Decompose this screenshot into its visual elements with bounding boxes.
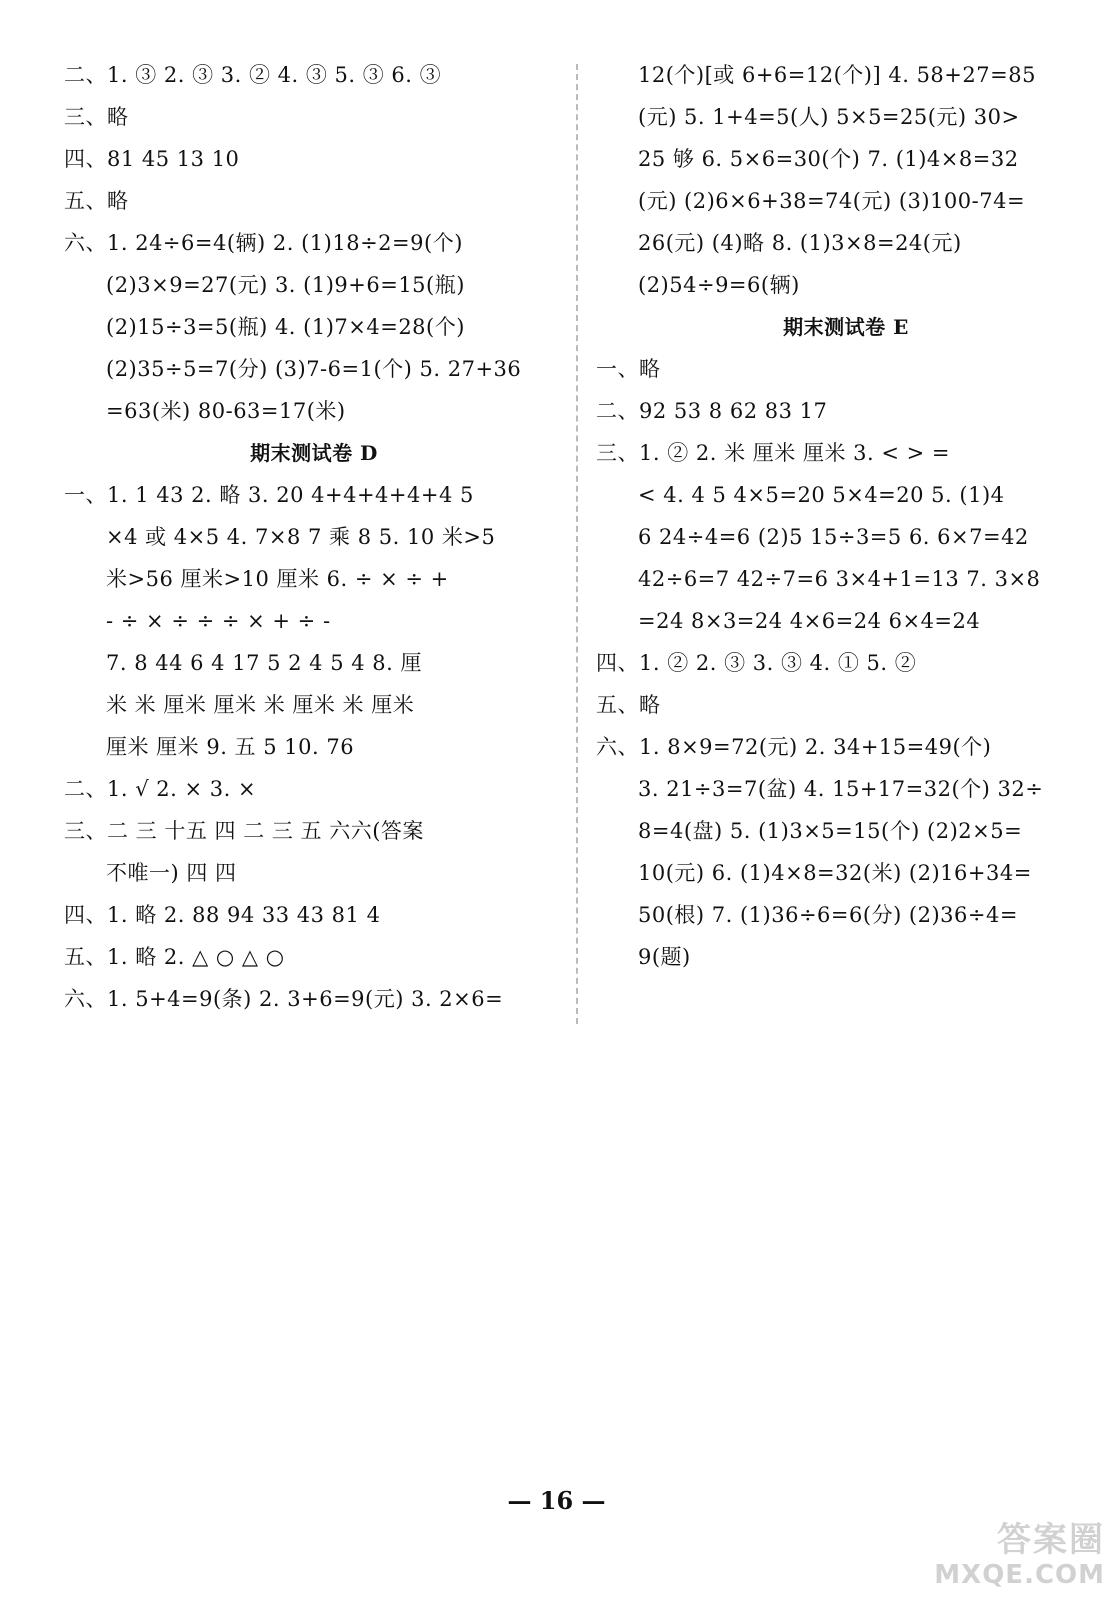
answer-line: (元) 5. 1+4=5(人) 5×5=25(元) 30> (638, 105, 1020, 129)
answer-line: (2)35÷5=7(分) (3)7-6=1(个) 5. 27+36 (106, 357, 522, 381)
answer-line: 六、1. 8×9=72(元) 2. 34+15=49(个) (596, 735, 992, 759)
answer-line: 不唯一) 四 四 (106, 861, 237, 885)
answer-line: 厘米 厘米 9. 五 5 10. 76 (106, 735, 355, 759)
answer-line: (元) (2)6×6+38=74(元) (3)100-74= (638, 189, 1026, 213)
answer-line: 8=4(盘) 5. (1)3×5=15(个) (2)2×5= (638, 819, 1023, 843)
answer-line: 一、1. 1 43 2. 略 3. 20 4+4+4+4+4 5 (64, 483, 474, 507)
answer-column-left (64, 54, 564, 1020)
answer-line: 6 24÷4=6 (2)5 15÷3=5 6. 6×7=42 (638, 525, 1029, 549)
answer-line: 50(根) 7. (1)36÷6=6(分) (2)36÷4= (638, 903, 1018, 927)
answer-line: 一、略 (596, 357, 661, 381)
answer-line: 二、1. ③ 2. ③ 3. ② 4. ③ 5. ③ 6. ③ (64, 63, 442, 87)
answer-line: =63(米) 80-63=17(米) (106, 399, 346, 423)
column-divider (576, 64, 578, 1024)
answer-line: 四、81 45 13 10 (64, 147, 240, 171)
answer-line: 三、1. ② 2. 米 厘米 厘米 3. < > = (596, 441, 950, 465)
answer-line: 四、1. 略 2. 88 94 33 43 81 4 (64, 903, 381, 927)
watermark-bottom-text: MXQE.COM (934, 1560, 1105, 1590)
answer-line: 三、二 三 十五 四 二 三 五 六六(答案 (64, 819, 424, 843)
answer-line: 五、1. 略 2. △ ○ △ ○ (64, 945, 285, 969)
answer-line: (2)15÷3=5(瓶) 4. (1)7×4=28(个) (106, 315, 465, 339)
answer-line: 12(个)[或 6+6=12(个)] 4. 58+27=85 (638, 63, 1036, 87)
answer-line: (2)54÷9=6(辆) (638, 273, 800, 297)
section-title: 期末测试卷 D (250, 441, 378, 465)
watermark-top-text: 答案圈 (997, 1520, 1105, 1560)
answer-line: 四、1. ② 2. ③ 3. ③ 4. ① 5. ② (596, 651, 917, 675)
answer-line: (2)3×9=27(元) 3. (1)9+6=15(瓶) (106, 273, 465, 297)
answer-line: 二、1. √ 2. × 3. × (64, 777, 257, 801)
answer-line: 二、92 53 8 62 83 17 (596, 399, 828, 423)
section-title: 期末测试卷 E (783, 315, 909, 339)
watermark-logo (905, 1520, 1105, 1596)
answer-line: 10(元) 6. (1)4×8=32(米) (2)16+34= (638, 861, 1032, 885)
answer-line: 3. 21÷3=7(盆) 4. 15+17=32(个) 32÷ (638, 777, 1044, 801)
answer-line: 六、1. 24÷6=4(辆) 2. (1)18÷2=9(个) (64, 231, 463, 255)
answer-line: < 4. 4 5 4×5=20 5×4=20 5. (1)4 (638, 483, 1005, 507)
answer-line: 26(元) (4)略 8. (1)3×8=24(元) (638, 231, 962, 255)
answer-line: 六、1. 5+4=9(条) 2. 3+6=9(元) 3. 2×6= (64, 987, 504, 1011)
answer-column-right (596, 54, 1096, 978)
answer-line: 7. 8 44 6 4 17 5 2 4 5 4 8. 厘 (106, 651, 423, 675)
answer-line: 25 够 6. 5×6=30(个) 7. (1)4×8=32 (638, 147, 1019, 171)
answer-line: 三、略 (64, 105, 129, 129)
answer-line: 米 米 厘米 厘米 米 厘米 米 厘米 (106, 693, 415, 717)
answer-line: =24 8×3=24 4×6=24 6×4=24 (638, 609, 981, 633)
page-number: — 16 — (507, 1486, 606, 1515)
answer-line: ×4 或 4×5 4. 7×8 7 乘 8 5. 10 米>5 (106, 525, 496, 549)
answer-line: 五、略 (596, 693, 661, 717)
answer-line: 米>56 厘米>10 厘米 6. ÷ × ÷ + (106, 567, 449, 591)
answer-line: 9(题) (638, 945, 691, 969)
answer-line: 五、略 (64, 189, 129, 213)
answer-line: - ÷ × ÷ ÷ ÷ × + ÷ - (106, 609, 331, 633)
answer-line: 42÷6=7 42÷7=6 3×4+1=13 7. 3×8 (638, 567, 1041, 591)
